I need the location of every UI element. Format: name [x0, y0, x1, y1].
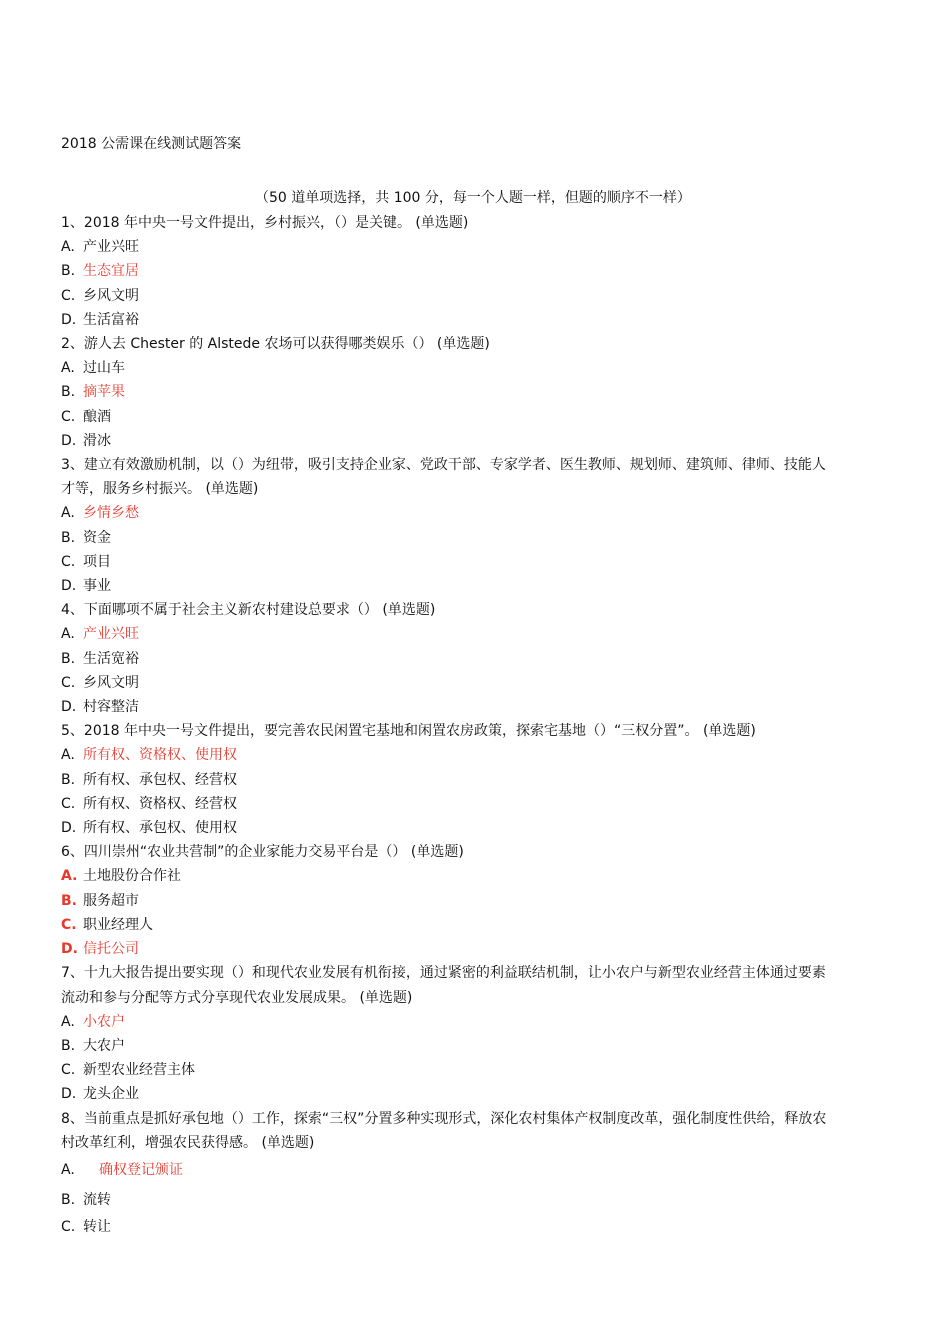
question-text: 3、建立有效激励机制，以（）为纽带，吸引支持企业家、党政干部、专家学者、医生教师、规划师、建筑师、律师、技能人才等，服务乡村振兴。 (单选题): [61, 457, 826, 498]
option-letter: A.: [61, 360, 75, 377]
option-d: [61, 308, 831, 332]
question-text: 8、当前重点是抓好承包地（）工作，探索“三权”分置多种实现形式，深化农村集体产权制度改革，强化制度性供给，释放农村改革红利，增强农民获得感。 (单选题): [61, 1110, 827, 1151]
option-c: [61, 913, 831, 937]
option-b: [61, 647, 831, 671]
option-letter: B.: [61, 384, 76, 401]
question-6: [61, 840, 831, 961]
document-subtitle: （50 道单项选择，共 100 分，每一个人题一样，但题的顺序不一样）: [255, 190, 691, 206]
option-d: [61, 816, 831, 840]
option-a-correct: [61, 1155, 831, 1185]
option-letter: A.: [61, 626, 75, 643]
question-2: [61, 332, 831, 453]
option-text: 滑冰: [83, 432, 111, 449]
question-text: 5、2018 年中央一号文件提出，要完善农民闲置宅基地和闲置农房政策，探索宅基地（）“三权分置”。 (单选题): [61, 723, 756, 740]
option-a: [61, 235, 831, 259]
question-text: 2、游人去 Chester 的 Alstede 农场可以获得哪类娱乐（） (单选题): [61, 336, 490, 353]
document-title: 2018 公需课在线测试题答案: [61, 136, 242, 152]
option-text: 乡风文明: [83, 287, 139, 304]
option-letter: C.: [61, 1062, 76, 1079]
option-text: 所有权、资格权、经营权: [83, 795, 237, 812]
option-text: 龙头企业: [83, 1086, 139, 1103]
question-5: [61, 719, 831, 840]
option-text: 生态宜居: [83, 263, 139, 280]
question-text: 7、十九大报告提出要实现（）和现代农业发展有机衔接，通过紧密的利益联结机制，让小农户与新型农业经营主体通过要素流动和参与分配等方式分享现代农业发展成果。 (单选题): [61, 965, 826, 1006]
option-text: 生活富裕: [83, 311, 139, 328]
option-letter: B.: [61, 1037, 76, 1054]
option-a-correct: [61, 1010, 831, 1034]
option-letter: A.: [61, 747, 75, 764]
option-letter: B.: [61, 1191, 76, 1208]
option-letter: A.: [61, 1013, 75, 1030]
question-4: [61, 598, 831, 719]
option-letter: D.: [61, 578, 77, 595]
option-letter: B.: [61, 892, 77, 909]
question-8: [61, 1107, 831, 1240]
option-d: [61, 695, 831, 719]
option-text: 过山车: [83, 360, 125, 377]
option-a: [61, 356, 831, 380]
option-letter: B.: [61, 529, 76, 546]
option-text: 村容整洁: [83, 699, 139, 716]
option-letter: C.: [61, 916, 77, 933]
option-letter: D.: [61, 432, 77, 449]
option-letter: C.: [61, 795, 76, 812]
option-letter: D.: [61, 311, 77, 328]
option-letter: A.: [61, 868, 78, 885]
option-text: 资金: [83, 529, 111, 546]
option-c: [61, 792, 831, 816]
option-text: 乡风文明: [83, 674, 139, 691]
option-b: [61, 526, 831, 550]
option-letter: D.: [61, 820, 77, 837]
option-a-correct: [61, 622, 831, 646]
option-letter: D.: [61, 941, 78, 958]
option-c: [61, 671, 831, 695]
option-text: 生活宽裕: [83, 650, 139, 667]
option-text: 项目: [83, 553, 111, 570]
option-text: 确权登记颁证: [99, 1161, 183, 1178]
option-letter: D.: [61, 699, 77, 716]
option-letter: B.: [61, 263, 76, 280]
option-c: [61, 284, 831, 308]
option-letter: B.: [61, 650, 76, 667]
option-d: [61, 1082, 831, 1106]
option-text: 流转: [83, 1191, 111, 1208]
question-text: 4、下面哪项不属于社会主义新农村建设总要求（） (单选题): [61, 602, 436, 619]
option-a: [61, 864, 831, 888]
option-text: 酿酒: [83, 408, 111, 425]
option-text: 所有权、承包权、使用权: [83, 820, 237, 837]
question-text: 1、2018 年中央一号文件提出，乡村振兴，（）是关键。 (单选题): [61, 215, 469, 231]
option-d-correct: [61, 937, 831, 961]
option-text: 职业经理人: [83, 916, 153, 933]
option-c: [61, 550, 831, 574]
question-text: 6、四川崇州“农业共营制”的企业家能力交易平台是（） (单选题): [61, 844, 464, 861]
option-letter: D.: [61, 1086, 77, 1103]
option-letter: C.: [61, 674, 76, 691]
option-b-correct: [61, 259, 831, 283]
option-letter: B.: [61, 771, 76, 788]
option-letter: C.: [61, 287, 76, 304]
option-text: 摘苹果: [83, 384, 125, 401]
option-text: 转让: [83, 1218, 111, 1235]
question-1: [61, 211, 831, 332]
option-text: 大农户: [83, 1037, 125, 1054]
option-text: 土地股份合作社: [83, 868, 181, 885]
option-letter: A.: [61, 505, 75, 522]
option-c: [61, 405, 831, 429]
option-text: 新型农业经营主体: [83, 1062, 195, 1079]
option-letter: A.: [61, 239, 75, 256]
option-b-correct: [61, 380, 831, 404]
option-b: [61, 1034, 831, 1058]
option-text: 小农户: [83, 1013, 125, 1030]
option-text: 产业兴旺: [83, 239, 139, 256]
option-text: 事业: [83, 578, 111, 595]
option-text: 乡情乡愁: [83, 505, 139, 522]
option-d: [61, 574, 831, 598]
option-text: 服务超市: [83, 892, 139, 909]
option-text: 信托公司: [83, 941, 139, 958]
question-7: [61, 961, 831, 1106]
option-d: [61, 429, 831, 453]
option-c: [61, 1215, 831, 1239]
option-letter: A.: [61, 1161, 75, 1178]
option-c: [61, 1058, 831, 1082]
option-text: 所有权、承包权、经营权: [83, 771, 237, 788]
option-b: [61, 1185, 831, 1215]
option-letter: C.: [61, 1218, 76, 1235]
option-letter: C.: [61, 408, 76, 425]
option-letter: C.: [61, 553, 76, 570]
option-text: 产业兴旺: [83, 626, 139, 643]
option-b: [61, 768, 831, 792]
option-text: 所有权、资格权、使用权: [83, 747, 237, 764]
option-a-correct: [61, 501, 831, 525]
option-a-correct: [61, 743, 831, 767]
option-b: [61, 889, 831, 913]
question-list: [61, 211, 831, 1239]
question-3: [61, 453, 831, 598]
